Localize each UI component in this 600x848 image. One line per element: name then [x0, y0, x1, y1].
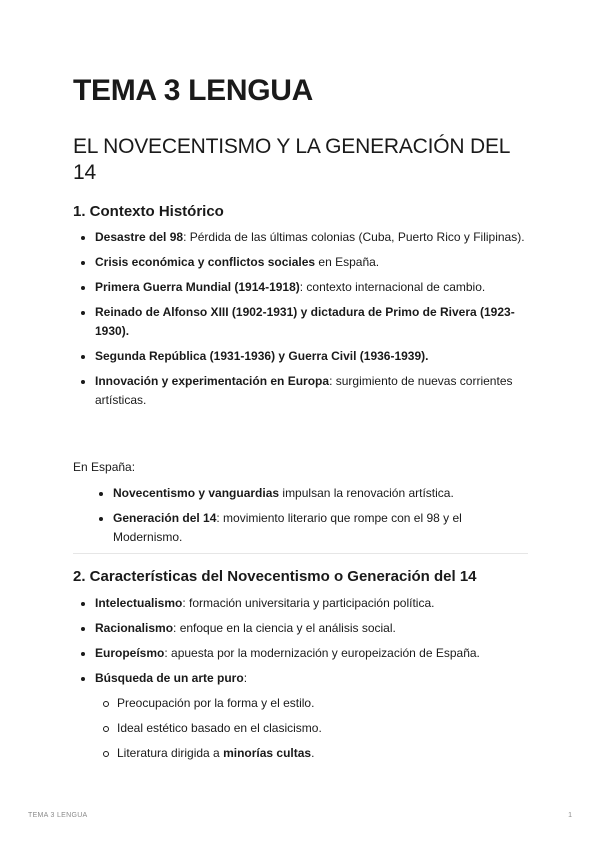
characteristics-list — [73, 594, 528, 769]
sublist-item: Literatura dirigida a minorías cultas. — [95, 744, 528, 763]
section-divider — [73, 553, 528, 554]
footer-document-title: TEMA 3 LENGUA — [28, 812, 88, 819]
list-item: Segunda República (1931-1936) y Guerra Civil (1936-1939). — [73, 347, 528, 366]
section-2-heading: 2. Características del Novecentismo o Generación del 14 — [73, 568, 477, 585]
list-item: Búsqueda de un arte puro: Preocupación por la forma y el estilo. Ideal estético basado en el clasicismo. Literatura dirigida a minorías cultas. — [73, 669, 528, 763]
document-title: TEMA 3 LENGUA — [73, 74, 313, 107]
list-item: Intelectualismo: formación universitaria y participación política. — [73, 594, 528, 613]
context-list — [73, 228, 528, 416]
footer-page-number: 1 — [568, 812, 572, 819]
list-item: Innovación y experimentación en Europa: surgimiento de nuevas corrientes artísticas. — [73, 372, 528, 410]
sublist-item: Ideal estético basado en el clasicismo. — [95, 719, 528, 738]
list-item: Crisis económica y conflictos sociales en España. — [73, 253, 528, 272]
list-item: Generación del 14: movimiento literario que rompe con el 98 y el Modernismo. — [91, 509, 528, 547]
list-item: Racionalismo: enfoque en la ciencia y el análisis social. — [73, 619, 528, 638]
list-item: Reinado de Alfonso XIII (1902-1931) y dictadura de Primo de Rivera (1923-1930). — [73, 303, 528, 341]
spain-label: En España: — [73, 460, 136, 474]
list-item: Novecentismo y vanguardias impulsan la renovación artística. — [91, 484, 528, 503]
list-item: Primera Guerra Mundial (1914-1918): contexto internacional de cambio. — [73, 278, 528, 297]
list-item: Europeísmo: apuesta por la modernización y europeización de España. — [73, 644, 528, 663]
section-1-heading: 1. Contexto Histórico — [73, 203, 224, 220]
document-heading: EL NOVECENTISMO Y LA GENERACIÓN DEL 14 — [73, 135, 510, 184]
sublist-item: Preocupación por la forma y el estilo. — [95, 694, 528, 713]
spain-list — [91, 484, 528, 553]
list-item: Desastre del 98: Pérdida de las últimas colonias (Cuba, Puerto Rico y Filipinas). — [73, 228, 528, 247]
pure-art-sublist — [95, 694, 528, 763]
